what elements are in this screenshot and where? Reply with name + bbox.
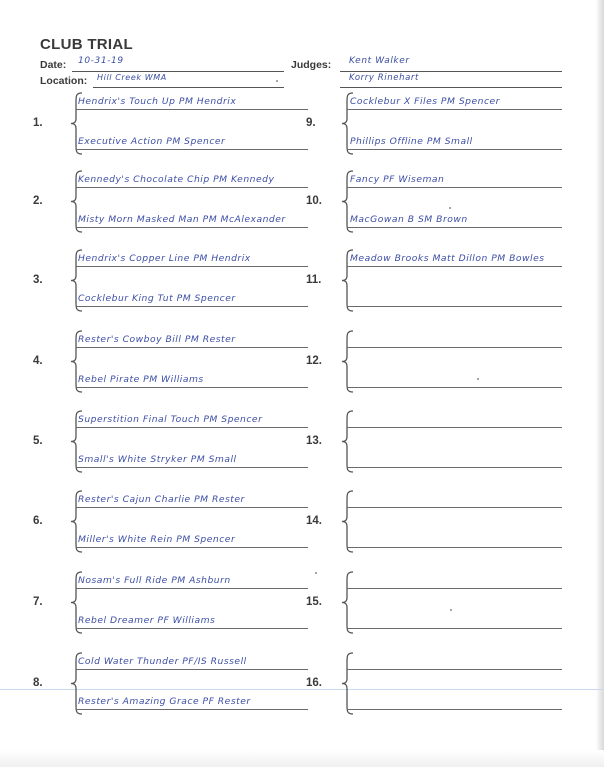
dog-a-line[interactable] xyxy=(347,427,562,428)
pair-number: 8. xyxy=(33,676,43,689)
dog-b-line[interactable] xyxy=(76,709,308,710)
dog-b-line[interactable] xyxy=(76,227,308,228)
stray-pen-mark xyxy=(450,609,452,611)
dog-a-line[interactable] xyxy=(76,588,308,589)
dog-a-entry: Cold Water Thunder PF/IS Russell xyxy=(78,656,247,667)
judges-label: Judges: xyxy=(291,59,332,71)
dog-a-line[interactable] xyxy=(347,266,562,267)
location-underline xyxy=(93,87,284,88)
dog-a-entry: Cocklebur X Files PM Spencer xyxy=(350,96,500,107)
dog-a-entry: Hendrix's Copper Line PM Hendrix xyxy=(78,253,251,264)
judge-2-value: Korry Rinehart xyxy=(349,73,419,83)
date-underline xyxy=(72,71,284,72)
dog-b-line[interactable] xyxy=(347,227,562,228)
pair-number: 7. xyxy=(33,595,43,608)
pair-number: 14. xyxy=(306,514,322,527)
dog-b-line[interactable] xyxy=(76,306,308,307)
dog-b-line[interactable] xyxy=(347,306,562,307)
stray-pen-mark xyxy=(315,572,317,574)
pair-number: 12. xyxy=(306,354,322,367)
pair-brace xyxy=(341,571,355,634)
stray-pen-mark xyxy=(477,378,479,380)
dog-b-line[interactable] xyxy=(76,467,308,468)
dog-a-line[interactable] xyxy=(76,266,308,267)
pair-number: 9. xyxy=(306,116,316,129)
dog-a-entry: Fancy PF Wiseman xyxy=(350,174,445,185)
dog-b-entry: Rester's Amazing Grace PF Rester xyxy=(78,696,251,707)
dog-a-line[interactable] xyxy=(76,187,308,188)
dog-a-entry: Meadow Brooks Matt Dillon PM Bowles xyxy=(350,253,545,264)
judges-underline-1 xyxy=(340,71,562,72)
dog-a-line[interactable] xyxy=(76,507,308,508)
dog-a-line[interactable] xyxy=(76,427,308,428)
location-label: Location: xyxy=(40,75,88,87)
dog-a-entry: Rester's Cowboy Bill PM Rester xyxy=(78,334,236,345)
page-title: CLUB TRIAL xyxy=(40,36,133,53)
page-bottom-shade xyxy=(0,750,604,767)
dog-a-line[interactable] xyxy=(347,669,562,670)
pair-number: 5. xyxy=(33,434,43,447)
dog-b-entry: Cocklebur King Tut PM Spencer xyxy=(78,293,236,304)
date-value: 10-31-19 xyxy=(78,56,124,66)
dog-b-entry: Misty Morn Masked Man PM McAlexander xyxy=(78,214,286,225)
stray-pen-mark xyxy=(449,207,451,209)
pair-number: 6. xyxy=(33,514,43,527)
pair-number: 11. xyxy=(306,273,322,286)
dog-a-line[interactable] xyxy=(76,109,308,110)
judge-1-value: Kent Walker xyxy=(349,56,410,66)
pair-number: 10. xyxy=(306,194,322,207)
dog-b-entry: Miller's White Rein PM Spencer xyxy=(78,534,236,545)
dog-b-entry: Small's White Stryker PM Small xyxy=(78,454,237,465)
dog-b-line[interactable] xyxy=(347,467,562,468)
dog-a-entry: Hendrix's Touch Up PM Hendrix xyxy=(78,96,237,107)
pair-brace xyxy=(341,410,355,473)
dog-a-line[interactable] xyxy=(76,669,308,670)
scan-line xyxy=(0,689,604,690)
dog-a-line[interactable] xyxy=(76,347,308,348)
stray-pen-mark xyxy=(276,80,278,82)
dog-a-entry: Kennedy's Chocolate Chip PM Kennedy xyxy=(78,174,275,185)
location-value: Hill Creek WMA xyxy=(97,73,167,82)
dog-a-entry: Rester's Cajun Charlie PM Rester xyxy=(78,494,245,505)
dog-a-line[interactable] xyxy=(347,347,562,348)
dog-b-entry: Executive Action PM Spencer xyxy=(78,136,226,147)
dog-b-entry: MacGowan B SM Brown xyxy=(350,214,468,225)
dog-a-entry: Superstition Final Touch PM Spencer xyxy=(78,414,263,425)
dog-b-line[interactable] xyxy=(347,628,562,629)
dog-b-line[interactable] xyxy=(76,149,308,150)
page-edge-shadow xyxy=(596,0,604,767)
pair-number: 13. xyxy=(306,434,322,447)
dog-b-line[interactable] xyxy=(76,547,308,548)
pair-number: 15. xyxy=(306,595,322,608)
judges-underline-2 xyxy=(340,87,562,88)
date-label: Date: xyxy=(40,59,67,71)
pair-number: 1. xyxy=(33,116,43,129)
dog-b-line[interactable] xyxy=(347,547,562,548)
dog-b-entry: Rebel Dreamer PF Williams xyxy=(78,615,216,626)
dog-b-entry: Rebel Pirate PM Williams xyxy=(78,374,204,385)
pair-number: 2. xyxy=(33,194,43,207)
dog-b-entry: Phillips Offline PM Small xyxy=(350,136,473,147)
dog-b-line[interactable] xyxy=(76,387,308,388)
dog-a-line[interactable] xyxy=(347,187,562,188)
dog-a-line[interactable] xyxy=(347,588,562,589)
pair-brace xyxy=(341,490,355,553)
pair-brace xyxy=(341,330,355,393)
pair-number: 3. xyxy=(33,273,43,286)
dog-b-line[interactable] xyxy=(347,387,562,388)
dog-b-line[interactable] xyxy=(76,628,308,629)
dog-a-entry: Nosam's Full Ride PM Ashburn xyxy=(78,575,231,586)
dog-b-line[interactable] xyxy=(347,709,562,710)
pair-number: 16. xyxy=(306,676,322,689)
dog-a-line[interactable] xyxy=(347,507,562,508)
dog-a-line[interactable] xyxy=(347,109,562,110)
pair-number: 4. xyxy=(33,354,43,367)
pair-brace xyxy=(341,652,355,715)
dog-b-line[interactable] xyxy=(347,149,562,150)
